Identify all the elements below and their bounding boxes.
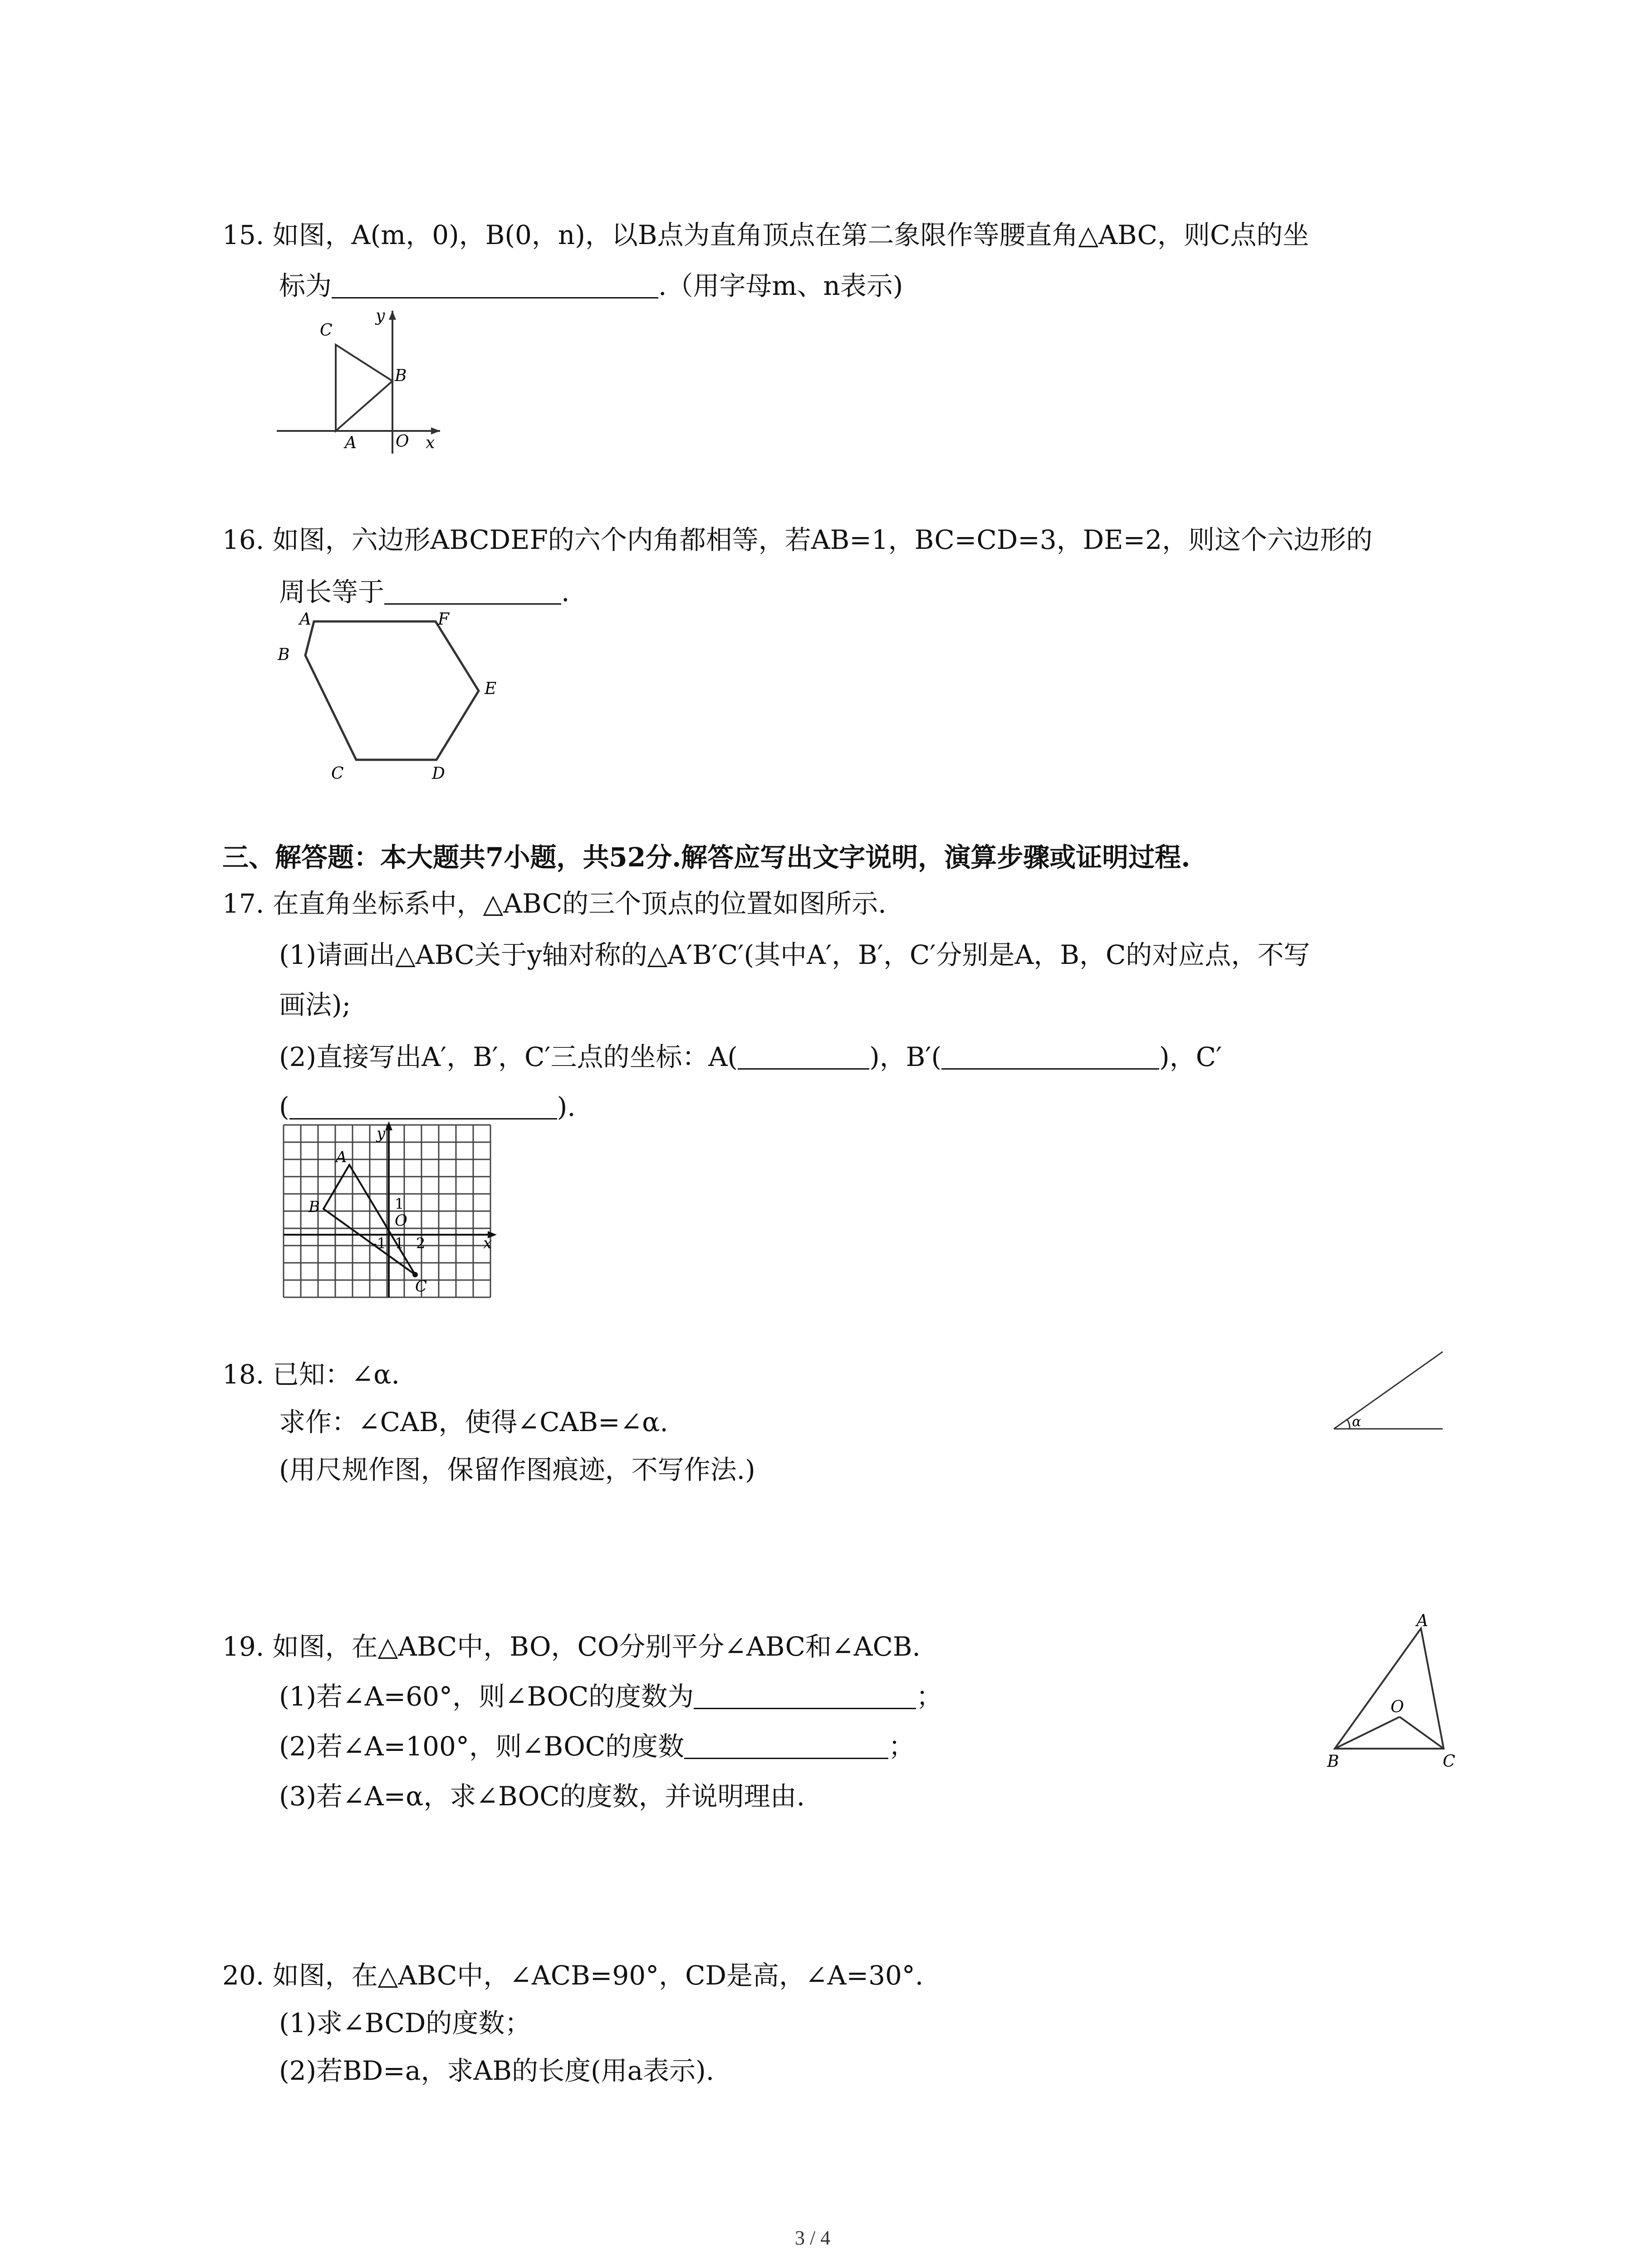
q15-answer-blank[interactable] <box>332 270 658 298</box>
q17-label-x: x <box>483 1234 492 1252</box>
q17-line5 <box>279 1089 576 1125</box>
q15-suffix: .（用字母m、n表示) <box>658 270 903 301</box>
q20-line2: (1)求∠BCD的度数； <box>279 2008 531 2038</box>
q18-label-alpha: α <box>1352 1414 1362 1430</box>
q17-grid-figure <box>284 1125 501 1297</box>
q19-label-a: A <box>1416 1612 1428 1630</box>
q18-line1: 18. 已知：∠α. <box>222 1359 400 1390</box>
q20-line3: (2)若BD=a，求AB的长度(用a表示). <box>279 2055 715 2086</box>
q16-label-e: E <box>485 679 497 698</box>
q19-1-blank[interactable] <box>694 1681 916 1709</box>
q17-label-o: O <box>395 1212 407 1230</box>
q19-label-o: O <box>1391 1698 1404 1716</box>
q17-line4 <box>279 1039 1222 1075</box>
q17-c-close: ). <box>557 1091 576 1122</box>
q17-line2: (1)请画出△ABC关于y轴对称的△A′B′C′(其中A′，B′，C′分别是A，B，C的对应点，不写 <box>279 939 1310 970</box>
q16-answer-blank[interactable] <box>384 576 561 605</box>
q17-tick-neg1: -1 <box>372 1235 387 1252</box>
q19-line2 <box>279 1678 942 1715</box>
q17-c-blank[interactable] <box>289 1091 557 1119</box>
q16-line1: 16. 如图，六边形ABCDEF的六个内角都相等，若AB=1，BC=CD=3，DE=2，则这个六边形的 <box>222 524 1373 555</box>
q18-angle-figure <box>1329 1347 1447 1438</box>
q15-label-y: y <box>376 307 385 325</box>
q18-line3: (用尺规作图，保留作图痕迹，不写作法.) <box>279 1454 755 1485</box>
q19-2-suffix: ； <box>888 1731 915 1762</box>
q17-label-y: y <box>377 1124 386 1143</box>
q15-line1: 15. 如图，A(m，0)，B(0，n)，以B点为直角顶点在第二象限作等腰直角△ABC，则C点的坐 <box>222 220 1309 250</box>
q19-2-prefix: (2)若∠A=100°，则∠BOC的度数 <box>279 1731 685 1762</box>
q20-line1: 20. 如图，在△ABC中，∠ACB=90°，CD是高，∠A=30°. <box>222 1960 924 1991</box>
q17-a-prefix: (2)直接写出A′，B′，C′三点的坐标：A( <box>279 1041 738 1072</box>
q17-b-prefix: )，B′( <box>869 1041 942 1072</box>
section3-heading: 三、解答题：本大题共7小题，共52分.解答应写出文字说明，演算步骤或证明过程. <box>222 842 1190 873</box>
q18-line2: 求作：∠CAB，使得∠CAB=∠α. <box>279 1407 668 1437</box>
q17-tick-1y: 1 <box>395 1195 404 1212</box>
q17-label-b: B <box>309 1198 320 1216</box>
q19-1-prefix: (1)若∠A=60°，则∠BOC的度数为 <box>279 1681 694 1712</box>
q17-b-blank[interactable] <box>941 1041 1159 1070</box>
q19-label-b: B <box>1327 1752 1339 1771</box>
q19-line1: 19. 如图，在△ABC中，BO，CO分别平分∠ABC和∠ACB. <box>222 1631 921 1662</box>
q16-label-c: C <box>331 764 344 783</box>
q15-label-o: O <box>396 432 409 451</box>
q17-line3: 画法); <box>279 989 351 1020</box>
page-number: 3 / 4 <box>795 2227 831 2249</box>
q19-2-blank[interactable] <box>684 1730 888 1759</box>
q16-line2 <box>279 574 569 610</box>
q15-label-a: A <box>345 434 357 452</box>
q17-label-a: A <box>336 1148 347 1166</box>
q16-prefix: 周长等于 <box>279 577 385 607</box>
q16-label-a: A <box>299 610 311 629</box>
q15-line2 <box>279 268 903 304</box>
q16-label-d: D <box>432 764 445 783</box>
q16-hexagon-figure <box>272 610 508 787</box>
q16-suffix: . <box>561 577 570 607</box>
q19-line4: (3)若∠A=α，求∠BOC的度数，并说明理由. <box>279 1781 805 1812</box>
q19-triangle-figure <box>1316 1612 1461 1771</box>
q15-prefix: 标为 <box>279 270 332 301</box>
q15-label-c: C <box>320 321 333 340</box>
q15-label-b: B <box>395 367 407 385</box>
q15-figure <box>272 308 454 454</box>
q17-c-open: ( <box>279 1091 289 1122</box>
q17-tick-1x: 1 <box>395 1235 404 1252</box>
q17-c-prefix: )，C′ <box>1159 1041 1222 1072</box>
q15-label-x: x <box>426 434 435 452</box>
q17-label-c: C <box>415 1277 427 1295</box>
q16-label-f: F <box>438 610 449 629</box>
q19-line3 <box>279 1728 915 1765</box>
q17-line1: 17. 在直角坐标系中，△ABC的三个顶点的位置如图所示. <box>222 888 887 919</box>
q16-label-b: B <box>278 645 290 664</box>
q19-label-c: C <box>1443 1752 1455 1771</box>
q17-a-blank[interactable] <box>738 1041 869 1070</box>
q19-1-suffix: ； <box>916 1681 943 1712</box>
q17-tick-2x: 2 <box>416 1235 426 1252</box>
